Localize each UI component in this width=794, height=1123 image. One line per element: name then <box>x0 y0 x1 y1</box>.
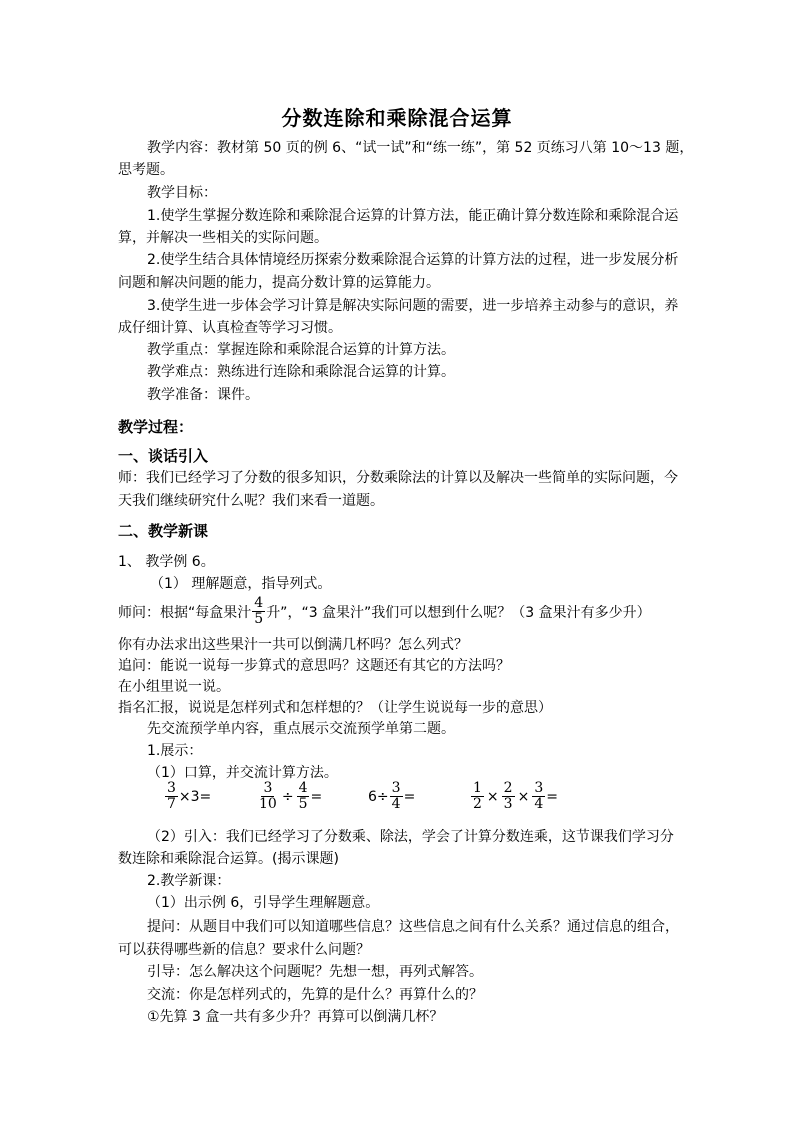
example-6-line: 1、 教学例 6。 <box>118 554 215 570</box>
fraction: $\frac{4}{5}$ <box>298 780 308 812</box>
teaching-focus: 教学重点：掌握连除和乘除混合运算的计算方法。 <box>147 342 455 358</box>
teaching-content-line1: 教学内容：教材第 50 页的例 6、“试一试”和“练一练”，第 52 页练习八第 10～13 题， <box>147 140 694 156</box>
oral-calc-line: （1）口算，并交流计算方法。 <box>147 765 338 781</box>
exchange-question-line: 交流：你是怎样列式的，先算的是什么？再算什么的？ <box>147 987 483 1003</box>
goal-2-line2: 问题和解决问题的能力，提高分数计算的运算能力。 <box>118 275 440 291</box>
prompt-line1: 提问：从题目中我们可以知道哪些信息？这些信息之间有什么关系？通过信息的组合， <box>147 919 679 935</box>
fraction: $\frac{3}{7}$ <box>167 780 176 812</box>
prompt-line2: 可以获得哪些新的信息？要求什么问题？ <box>118 942 370 958</box>
goal-1-line2: 算，并解决一些相关的实际问题。 <box>118 230 328 246</box>
section-1-heading: 一、谈话引入 <box>118 447 209 465</box>
fraction: $\frac{1}{2}$ <box>473 780 482 812</box>
fraction: $\frac{2}{3}$ <box>503 780 513 812</box>
process-heading: 教学过程： <box>118 418 194 436</box>
expression-2: $\frac{3}{10}$ ÷ $\frac{4}{5}$ = <box>259 780 323 812</box>
exchange-line: 先交流预学单内容，重点展示交流预学单第二题。 <box>147 721 455 737</box>
group-discussion-line: 在小组里说一说。 <box>118 679 230 695</box>
teaching-difficulty: 教学难点：熟练进行连除和乘除混合运算的计算。 <box>147 364 455 380</box>
report-line: 指名汇报，说说是怎样列式和怎样想的？（让学生说说每一步的意思） <box>118 700 552 716</box>
goal-3-line2: 成仔细计算、认真检查等学习习惯。 <box>118 320 342 336</box>
intro-line1: （2）引入：我们已经学习了分数乘、除法，学会了计算分数连乘，这节课我们学习分 <box>147 829 674 845</box>
teacher-question-line <box>118 596 651 627</box>
teaching-goals-heading: 教学目标： <box>147 185 217 201</box>
first-method-line: ①先算 3 盒一共有多少升？再算可以倒满几杯？ <box>147 1009 444 1025</box>
teaching-content-line2: 思考题。 <box>118 162 174 178</box>
show-example-line: （1）出示例 6，引导学生理解题意。 <box>147 895 380 911</box>
goal-1-line1: 1.使学生掌握分数连除和乘除混合运算的计算方法，能正确计算分数连除和乘除混合运 <box>147 208 679 224</box>
follow-up-line: 追问：能说一说每一步算式的意思吗？这题还有其它的方法吗？ <box>118 658 510 674</box>
goal-2-line1: 2.使学生结合具体情境经历探索分数乘除混合运算的计算方法的过程，进一步发展分析 <box>147 252 679 268</box>
expression-3: 6÷ $\frac{3}{4}$ = <box>368 780 416 812</box>
section-2-heading: 二、教学新课 <box>118 522 209 540</box>
display-heading: 1.展示： <box>147 743 203 759</box>
goal-3-line1: 3.使学生进一步体会学习计算是解决实际问题的需要，进一步培养主动参与的意识，养 <box>147 298 679 314</box>
expression-1: $\frac{3}{7}$ ×3= <box>167 780 212 812</box>
fraction: $\frac{3}{4}$ <box>391 780 401 812</box>
intro-line2: 数连除和乘除混合运算。(揭示课题) <box>118 851 339 867</box>
fraction: $\frac{3}{10}$ <box>259 780 277 812</box>
teacher-question-prefix: 师问：根据“每盒果汁 <box>118 604 252 621</box>
understand-question-line: （1） 理解题意，指导列式。 <box>150 576 332 592</box>
fraction: $\frac{3}{4}$ <box>534 780 544 812</box>
new-lesson-heading: 2.教学新课： <box>147 873 231 889</box>
expression-4: $\frac{1}{2}$ × $\frac{2}{3}$ × $\frac{3}{4}$ = <box>473 780 558 812</box>
teaching-preparation: 教学准备：课件。 <box>147 387 259 403</box>
fraction-four-fifths: $\frac{4}{5}$ <box>254 595 264 627</box>
teacher-intro-line1: 师：我们已经学习了分数的很多知识，分数乘除法的计算以及解决一些简单的实际问题，今 <box>118 470 678 486</box>
guide-line: 引导：怎么解决这个问题呢？先想一想，再列式解答。 <box>147 964 483 980</box>
teacher-intro-line2: 天我们继续研究什么呢？我们来看一道题。 <box>118 493 384 509</box>
document-title: 分数连除和乘除混合运算 <box>281 106 513 130</box>
question-line: 你有办法求出这些果汁一共可以倒满几杯吗？怎么列式？ <box>118 637 468 653</box>
teacher-question-suffix: 升”，“3 盒果汁”我们可以想到什么呢？（3 盒果汁有多少升） <box>266 604 651 621</box>
